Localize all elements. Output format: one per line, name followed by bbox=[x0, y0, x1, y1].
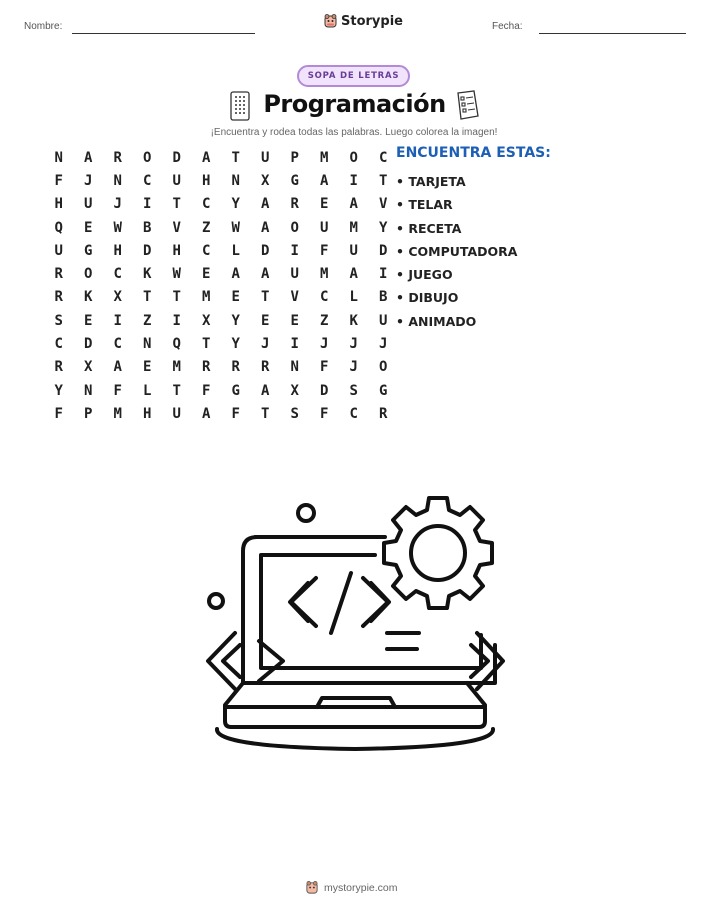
grid-cell[interactable]: C bbox=[113, 266, 122, 283]
grid-cell[interactable]: I bbox=[290, 242, 299, 259]
grid-cell[interactable]: F bbox=[320, 242, 329, 259]
grid-cell[interactable]: D bbox=[320, 382, 329, 399]
footer-url[interactable]: mystorypie.com bbox=[324, 881, 398, 894]
grid-cell[interactable]: Y bbox=[231, 336, 240, 353]
grid-cell[interactable]: N bbox=[143, 336, 152, 353]
grid-cell[interactable]: M bbox=[320, 266, 329, 283]
grid-cell[interactable]: I bbox=[113, 312, 122, 329]
grid-cell[interactable]: F bbox=[54, 405, 63, 422]
grid-cell[interactable]: M bbox=[349, 219, 358, 236]
grid-cell[interactable]: D bbox=[84, 336, 93, 353]
word-item: • ANIMADO bbox=[396, 313, 477, 329]
laptop-code-gear-illustration[interactable] bbox=[195, 485, 515, 760]
grid-cell[interactable]: J bbox=[349, 336, 358, 353]
word-item: • DIBUJO bbox=[396, 290, 459, 306]
grid-cell[interactable]: I bbox=[143, 196, 152, 213]
grid-cell[interactable]: U bbox=[379, 312, 388, 329]
grid-cell[interactable]: M bbox=[320, 149, 329, 166]
grid-cell[interactable]: I bbox=[349, 172, 358, 189]
grid-cell[interactable]: F bbox=[54, 172, 63, 189]
grid-cell[interactable]: X bbox=[113, 289, 122, 306]
grid-cell[interactable]: T bbox=[172, 382, 181, 399]
grid-cell[interactable]: L bbox=[349, 289, 358, 306]
grid-cell[interactable]: Y bbox=[231, 196, 240, 213]
grid-cell[interactable]: M bbox=[113, 405, 122, 422]
grid-cell[interactable]: R bbox=[54, 359, 63, 376]
grid-cell[interactable]: V bbox=[379, 196, 388, 213]
grid-cell[interactable]: D bbox=[379, 242, 388, 259]
grid-cell[interactable]: U bbox=[349, 242, 358, 259]
grid-cell[interactable]: C bbox=[379, 149, 388, 166]
grid-cell[interactable]: R bbox=[261, 359, 270, 376]
grid-cell[interactable]: G bbox=[84, 242, 93, 259]
grid-cell[interactable]: O bbox=[143, 149, 152, 166]
grid-cell[interactable]: A bbox=[202, 405, 211, 422]
word-search-grid[interactable] bbox=[44, 146, 398, 426]
grid-row bbox=[44, 286, 398, 309]
grid-cell[interactable]: P bbox=[290, 149, 299, 166]
word-list bbox=[396, 170, 517, 333]
grid-cell[interactable]: I bbox=[379, 266, 388, 283]
date-label: Fecha: bbox=[492, 21, 523, 32]
grid-cell[interactable]: C bbox=[349, 405, 358, 422]
grid-cell[interactable]: I bbox=[172, 312, 181, 329]
grid-cell[interactable]: G bbox=[379, 382, 388, 399]
grid-cell[interactable]: O bbox=[84, 266, 93, 283]
grid-cell[interactable]: X bbox=[261, 172, 270, 189]
grid-cell[interactable]: R bbox=[54, 266, 63, 283]
grid-cell[interactable]: B bbox=[379, 289, 388, 306]
grid-cell[interactable]: U bbox=[261, 149, 270, 166]
grid-cell[interactable]: E bbox=[320, 196, 329, 213]
grid-cell[interactable]: E bbox=[84, 312, 93, 329]
grid-cell[interactable]: E bbox=[143, 359, 152, 376]
word-item: • JUEGO bbox=[396, 267, 453, 283]
grid-cell[interactable]: T bbox=[172, 289, 181, 306]
grid-cell[interactable]: H bbox=[54, 196, 63, 213]
grid-cell[interactable]: R bbox=[379, 405, 388, 422]
footer bbox=[305, 880, 398, 895]
instructions: ¡Encuentra y rodea todas las palabras. Luego colorea la imagen! bbox=[210, 127, 498, 138]
grid-cell[interactable]: A bbox=[113, 359, 122, 376]
storypie-logo-icon bbox=[323, 13, 338, 29]
grid-cell[interactable]: L bbox=[231, 242, 240, 259]
page-title: Programación bbox=[263, 90, 446, 118]
grid-cell[interactable]: A bbox=[261, 266, 270, 283]
name-line[interactable] bbox=[72, 33, 255, 34]
grid-cell[interactable]: U bbox=[172, 405, 181, 422]
grid-cell[interactable]: D bbox=[172, 149, 181, 166]
grid-cell[interactable]: E bbox=[231, 289, 240, 306]
grid-cell[interactable]: Q bbox=[54, 219, 63, 236]
word-grid-icon bbox=[230, 91, 250, 121]
grid-cell[interactable]: X bbox=[290, 382, 299, 399]
grid-cell[interactable]: O bbox=[349, 149, 358, 166]
grid-cell[interactable]: H bbox=[202, 172, 211, 189]
grid-cell[interactable]: A bbox=[261, 382, 270, 399]
grid-cell[interactable]: N bbox=[290, 359, 299, 376]
grid-cell[interactable]: R bbox=[202, 359, 211, 376]
brand-logo bbox=[323, 13, 403, 29]
grid-cell[interactable]: U bbox=[320, 219, 329, 236]
grid-cell[interactable]: J bbox=[113, 196, 122, 213]
grid-row bbox=[44, 332, 398, 355]
grid-row bbox=[44, 146, 398, 169]
grid-row bbox=[44, 169, 398, 192]
grid-row bbox=[44, 216, 398, 239]
grid-cell[interactable]: E bbox=[261, 312, 270, 329]
grid-cell[interactable]: C bbox=[143, 172, 152, 189]
grid-cell[interactable]: E bbox=[290, 312, 299, 329]
grid-cell[interactable]: B bbox=[143, 219, 152, 236]
grid-cell[interactable]: J bbox=[320, 336, 329, 353]
grid-cell[interactable]: A bbox=[261, 219, 270, 236]
grid-cell[interactable]: G bbox=[290, 172, 299, 189]
grid-row bbox=[44, 239, 398, 262]
grid-cell[interactable]: E bbox=[202, 266, 211, 283]
grid-cell[interactable]: Z bbox=[202, 219, 211, 236]
grid-cell[interactable]: A bbox=[349, 266, 358, 283]
grid-cell[interactable]: C bbox=[320, 289, 329, 306]
word-item: • RECETA bbox=[396, 220, 462, 236]
grid-cell[interactable]: W bbox=[113, 219, 122, 236]
grid-row bbox=[44, 356, 398, 379]
grid-row bbox=[44, 262, 398, 285]
word-item: • TARJETA bbox=[396, 174, 466, 189]
grid-cell[interactable]: H bbox=[113, 242, 122, 259]
grid-cell[interactable]: Z bbox=[320, 312, 329, 329]
grid-cell[interactable]: K bbox=[143, 266, 152, 283]
grid-cell[interactable]: C bbox=[113, 336, 122, 353]
name-label: Nombre: bbox=[24, 21, 63, 32]
grid-cell[interactable]: T bbox=[143, 289, 152, 306]
grid-cell[interactable]: W bbox=[231, 219, 240, 236]
grid-cell[interactable]: J bbox=[379, 336, 388, 353]
grid-cell[interactable]: N bbox=[54, 149, 63, 166]
grid-cell[interactable]: Y bbox=[54, 382, 63, 399]
grid-cell[interactable]: S bbox=[54, 312, 63, 329]
checklist-icon bbox=[454, 90, 482, 120]
grid-cell[interactable]: A bbox=[349, 196, 358, 213]
grid-cell[interactable]: O bbox=[379, 359, 388, 376]
grid-cell[interactable]: R bbox=[113, 149, 122, 166]
decor-circle bbox=[209, 594, 223, 608]
word-item: • TELAR bbox=[396, 197, 453, 213]
grid-cell[interactable]: Y bbox=[231, 312, 240, 329]
grid-row bbox=[44, 309, 398, 332]
grid-cell[interactable]: R bbox=[231, 359, 240, 376]
grid-cell[interactable]: U bbox=[290, 266, 299, 283]
grid-cell[interactable]: R bbox=[54, 289, 63, 306]
grid-cell[interactable]: C bbox=[54, 336, 63, 353]
grid-cell[interactable]: A bbox=[261, 196, 270, 213]
grid-cell[interactable]: M bbox=[202, 289, 211, 306]
grid-cell[interactable]: T bbox=[261, 405, 270, 422]
grid-cell[interactable]: M bbox=[172, 359, 181, 376]
grid-cell[interactable]: D bbox=[143, 242, 152, 259]
grid-cell[interactable]: T bbox=[172, 196, 181, 213]
grid-cell[interactable]: C bbox=[202, 242, 211, 259]
worksheet-type-badge: SOPA DE LETRAS bbox=[297, 65, 410, 87]
grid-cell[interactable]: F bbox=[202, 382, 211, 399]
grid-cell[interactable]: J bbox=[261, 336, 270, 353]
grid-cell[interactable]: S bbox=[290, 405, 299, 422]
grid-cell[interactable]: V bbox=[172, 219, 181, 236]
grid-cell[interactable]: U bbox=[172, 172, 181, 189]
grid-cell[interactable]: T bbox=[261, 289, 270, 306]
grid-cell[interactable]: A bbox=[320, 172, 329, 189]
grid-cell[interactable]: E bbox=[84, 219, 93, 236]
grid-row bbox=[44, 379, 398, 402]
grid-cell[interactable]: C bbox=[202, 196, 211, 213]
grid-cell[interactable]: U bbox=[84, 196, 93, 213]
grid-cell[interactable]: L bbox=[143, 382, 152, 399]
grid-cell[interactable]: K bbox=[84, 289, 93, 306]
grid-cell[interactable]: P bbox=[84, 405, 93, 422]
grid-cell[interactable]: S bbox=[349, 382, 358, 399]
grid-cell[interactable]: A bbox=[231, 266, 240, 283]
gear-icon bbox=[384, 498, 492, 608]
grid-cell[interactable]: N bbox=[113, 172, 122, 189]
grid-cell[interactable]: T bbox=[379, 172, 388, 189]
date-line[interactable] bbox=[539, 33, 686, 34]
grid-cell[interactable]: Z bbox=[143, 312, 152, 329]
grid-cell[interactable]: K bbox=[349, 312, 358, 329]
grid-cell[interactable]: G bbox=[231, 382, 240, 399]
grid-cell[interactable]: H bbox=[172, 242, 181, 259]
grid-row bbox=[44, 193, 398, 216]
grid-cell[interactable]: W bbox=[172, 266, 181, 283]
grid-cell[interactable]: V bbox=[290, 289, 299, 306]
grid-cell[interactable]: O bbox=[290, 219, 299, 236]
grid-cell[interactable]: U bbox=[54, 242, 63, 259]
grid-cell[interactable]: Y bbox=[379, 219, 388, 236]
grid-cell[interactable]: F bbox=[113, 382, 122, 399]
grid-cell[interactable]: F bbox=[231, 405, 240, 422]
grid-cell[interactable]: H bbox=[143, 405, 152, 422]
grid-cell[interactable]: F bbox=[320, 359, 329, 376]
word-item: • COMPUTADORA bbox=[396, 243, 518, 259]
brand-name: Storypie bbox=[341, 13, 403, 29]
grid-cell[interactable]: F bbox=[320, 405, 329, 422]
decor-circle bbox=[298, 505, 314, 521]
grid-cell[interactable]: X bbox=[202, 312, 211, 329]
grid-cell[interactable]: T bbox=[231, 149, 240, 166]
grid-cell[interactable]: A bbox=[84, 149, 93, 166]
grid-cell[interactable]: J bbox=[349, 359, 358, 376]
grid-cell[interactable]: N bbox=[84, 382, 93, 399]
grid-cell[interactable]: I bbox=[290, 336, 299, 353]
grid-cell[interactable]: X bbox=[84, 359, 93, 376]
grid-cell[interactable]: J bbox=[84, 172, 93, 189]
grid-cell[interactable]: A bbox=[202, 149, 211, 166]
grid-cell[interactable]: R bbox=[290, 196, 299, 213]
storypie-logo-icon bbox=[305, 880, 319, 895]
word-list-heading: ENCUENTRA ESTAS: bbox=[396, 145, 551, 161]
grid-cell[interactable]: T bbox=[202, 336, 211, 353]
grid-cell[interactable]: N bbox=[231, 172, 240, 189]
grid-cell[interactable]: D bbox=[261, 242, 270, 259]
grid-row bbox=[44, 402, 398, 425]
grid-cell[interactable]: Q bbox=[172, 336, 181, 353]
